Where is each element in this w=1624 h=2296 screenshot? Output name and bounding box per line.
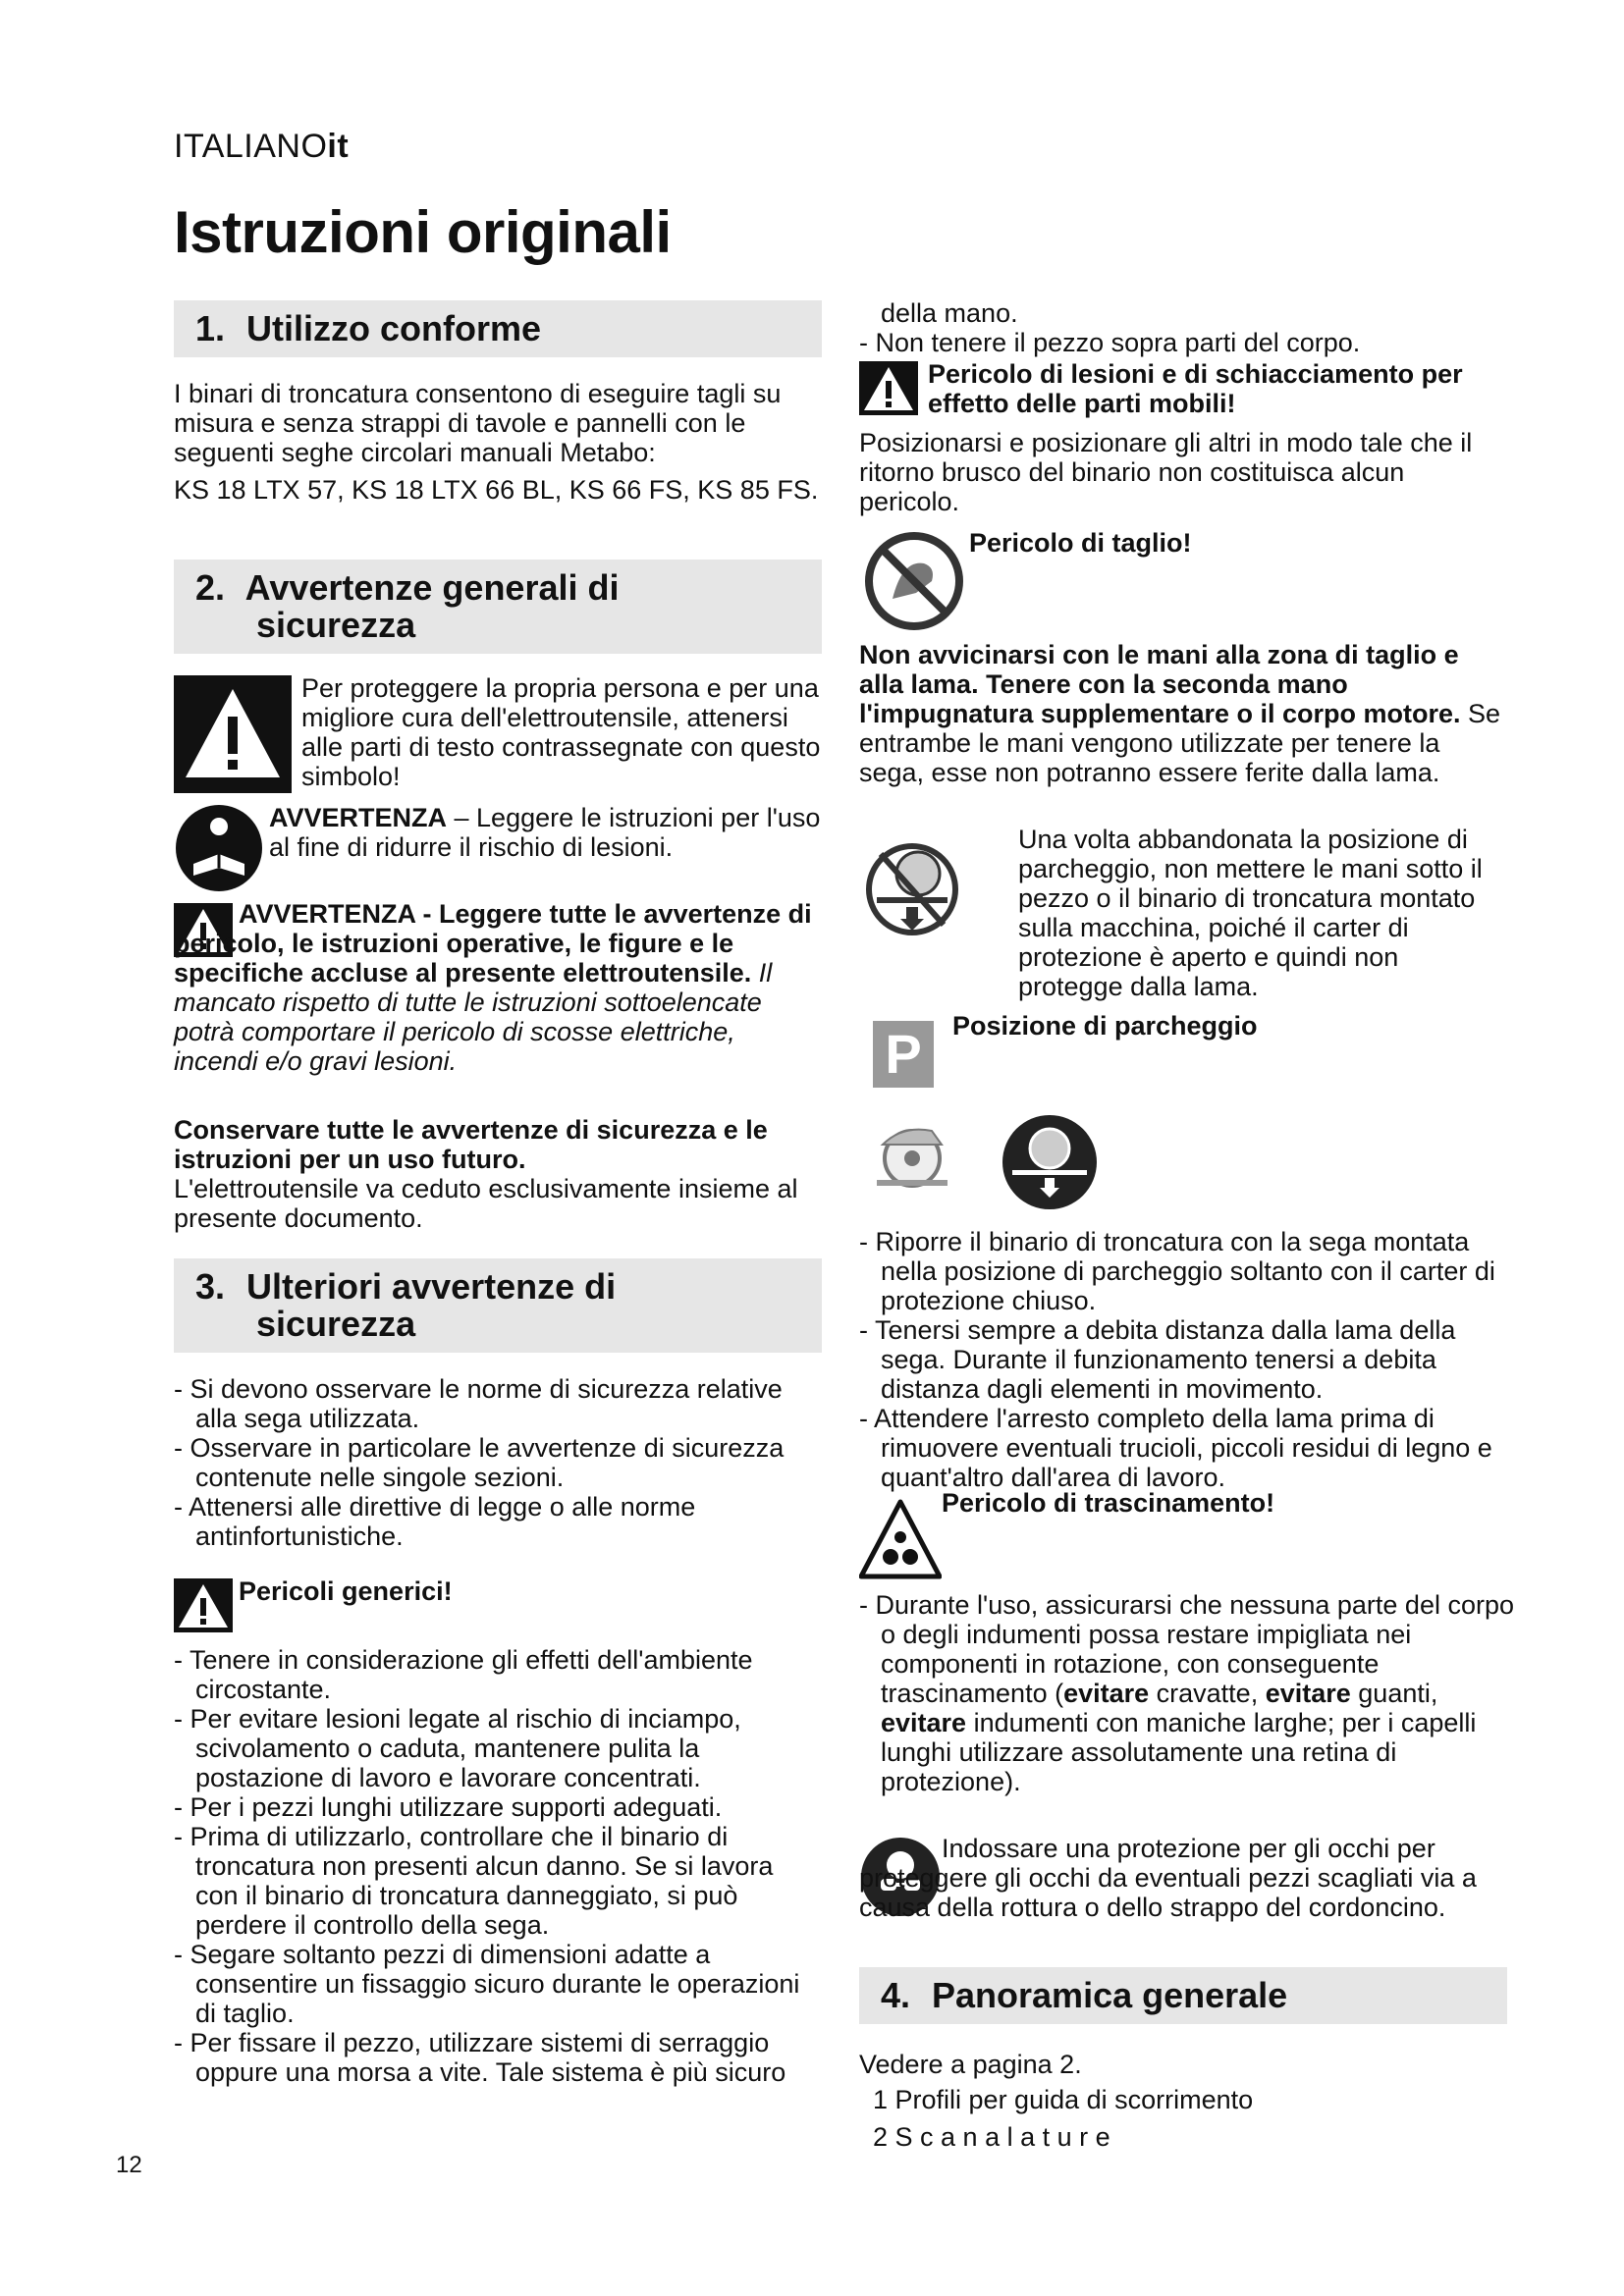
list-item: - Attenersi alle direttive di legge o alle norme antinfortunistiche. (174, 1492, 696, 1551)
list-item: - Per evitare lesioni legate al rischio di inciampo, scivolamento o caduta, mantenere pulita la postazione di lavoro e lavorare concentrati. (174, 1704, 741, 1792)
section-3-list (174, 1374, 822, 1551)
list-item: - Si devono osservare le norme di sicurezza relative alla sega utilizzata. (174, 1374, 783, 1433)
see-page-text: Vedere a pagina 2. (859, 2050, 1082, 2079)
no-hand-under-workpiece-icon (863, 832, 961, 948)
page-number: 12 (116, 2152, 142, 2178)
cut-danger-title: Pericolo di taglio! (969, 528, 1192, 558)
list-item: - Per i pezzi lunghi utilizzare supporti adeguati. (174, 1792, 723, 1822)
general-warning-text: AVVERTENZA - Leggere tutte le avvertenze di pericolo, le istruzioni operative, le figure e le specifiche accluse al presente elettroutensile. Il mancato rispetto di tutte le istruzioni sottoelencate potrà comportare il pericolo di scosse elettriche, incendi e/o gravi lesioni. (174, 899, 812, 1076)
list-item: - Riporre il binario di troncatura con la sega montata nella posizione di parcheggio soltanto con il carter di protezione chiuso. (859, 1227, 1495, 1315)
entanglement-danger-icon (859, 1498, 942, 1580)
list-item: - Osservare in particolare le avvertenze di sicurezza contenute nelle singole sezioni. (174, 1433, 785, 1492)
crush-danger-title: Pericolo di lesioni e di schiacciamento per effetto delle parti mobili! (928, 359, 1463, 418)
overview-item-1: 1 Profili per guida di scorrimento (873, 2085, 1254, 2114)
list-item: - Segare soltanto pezzi di dimensioni adatte a consentire un fissaggio sicuro durante le operazioni di taglio. (174, 1940, 800, 2028)
list-item: - Per fissare il pezzo, utilizzare sistemi di serraggio oppure una morsa a vite. Tale sistema è più sicuro (174, 2028, 786, 2087)
section-4-heading: 4. Panoramica generale (859, 1967, 1507, 2024)
generic-danger-title: Pericoli generici! (239, 1576, 453, 1606)
section-3-heading: 3. Ulteriori avvertenze di sicurezza (174, 1258, 822, 1353)
list-item: - Tenersi sempre a debita distanza dalla lama della sega. Durante il funzionamento tenersi a debita distanza dagli elementi in movimento. (859, 1315, 1456, 1404)
entanglement-danger-text: - Durante l'uso, assicurarsi che nessuna parte del corpo o degli indumenti possa restare impigliata nei componenti in rotazione, con conseguente trascinamento (evitare cravatte, evitare guanti, evitare indumenti con maniche larghe; per i capelli lunghi utilizzare assolutamente una retina di protezione). (859, 1590, 1514, 1796)
section-1-heading: 1. Utilizzo conforme (174, 300, 822, 357)
list-item: - Prima di utilizzarlo, controllare che il binario di troncatura non presenti alcun danno. Se si lavora con il binario di troncatura danneggiato, si può perdere il controllo della sega. (174, 1822, 774, 1940)
overview-item-2: 2 S c a n a l a t u r e (873, 2122, 1110, 2152)
continued-list: della mano. - Non tenere il pezzo sopra parti del corpo. (859, 298, 1507, 357)
model-list: KS 18 LTX 57, KS 18 LTX 66 BL, KS 66 FS, KS 85 FS. (174, 475, 819, 505)
park-position-icon (999, 1111, 1101, 1213)
generic-danger-list (174, 1645, 822, 2087)
cut-danger-text: Non avvicinarsi con le mani alla zona di taglio e alla lama. Tenere con la seconda mano l'impugnatura supplementare o il corpo motore. Se entrambe le mani vengono utilizzate per tenere la sega, esse non potranno essere ferite dalla lama. (859, 640, 1501, 787)
read-manual-icon (174, 803, 264, 893)
circular-saw-icon (873, 1115, 951, 1194)
section-2-heading: 2. Avvertenze generali di sicurezza (174, 560, 822, 654)
entanglement-danger-title: Pericolo di trascinamento! (942, 1488, 1275, 1518)
list-item: - Non tenere il pezzo sopra parti del corpo. (859, 328, 1361, 357)
warning-symbol-icon (174, 675, 292, 793)
language-header: ITALIANOit (174, 128, 350, 165)
section-1-body (174, 379, 822, 505)
eye-protection-text: Indossare una protezione per gli occhi per proteggere gli occhi da eventuali pezzi scagliati via a causa della rottura o dello strappo del cordoncino. (859, 1834, 1477, 1922)
crush-danger-text: Posizionarsi e posizionare gli altri in modo tale che il ritorno brusco del binario non costituisca alcun pericolo. (859, 428, 1473, 516)
symbol-explanation: Per proteggere la propria persona e per una migliore cura dell'elettroutensile, attenersi alle parti di testo contrassegnate con questo simbolo! (301, 673, 821, 791)
park-warning-text: Una volta abbandonata la posizione di parcheggio, non mettere le mani sotto il pezzo o il binario di troncatura montato sulla macchina, poiché il carter di protezione è aperto e quindi non protegge dalla lama. (1018, 825, 1483, 1001)
read-manual-warning: AVVERTENZA – Leggere le istruzioni per l'uso al fine di ridurre il rischio di lesioni. (269, 803, 821, 862)
list-item: - Attendere l'arresto completo della lama prima di rimuovere eventuali trucioli, piccoli residui di legno e quant'altro dall'area di lavoro. (859, 1404, 1492, 1492)
parking-p-icon: P (873, 1021, 934, 1088)
list-item: - Tenere in considerazione gli effetti dell'ambiente circostante. (174, 1645, 753, 1704)
no-hands-icon (863, 530, 965, 632)
intended-use-text: I binari di troncatura consentono di eseguire tagli su misura e senza strappi di tavole e pannelli con le seguenti seghe circolari manuali Metabo: (174, 379, 782, 467)
keep-instructions-text: Conservare tutte le avvertenze di sicurezza e le istruzioni per un uso futuro. L'elettroutensile va ceduto esclusivamente insieme al presente documento. (174, 1115, 798, 1233)
park-position-title: Posizione di parcheggio (952, 1011, 1258, 1041)
park-position-list (859, 1227, 1507, 1492)
generic-danger-icon (174, 1578, 233, 1632)
page-title: Istruzioni originali (174, 199, 672, 265)
crush-danger-icon (859, 361, 918, 415)
